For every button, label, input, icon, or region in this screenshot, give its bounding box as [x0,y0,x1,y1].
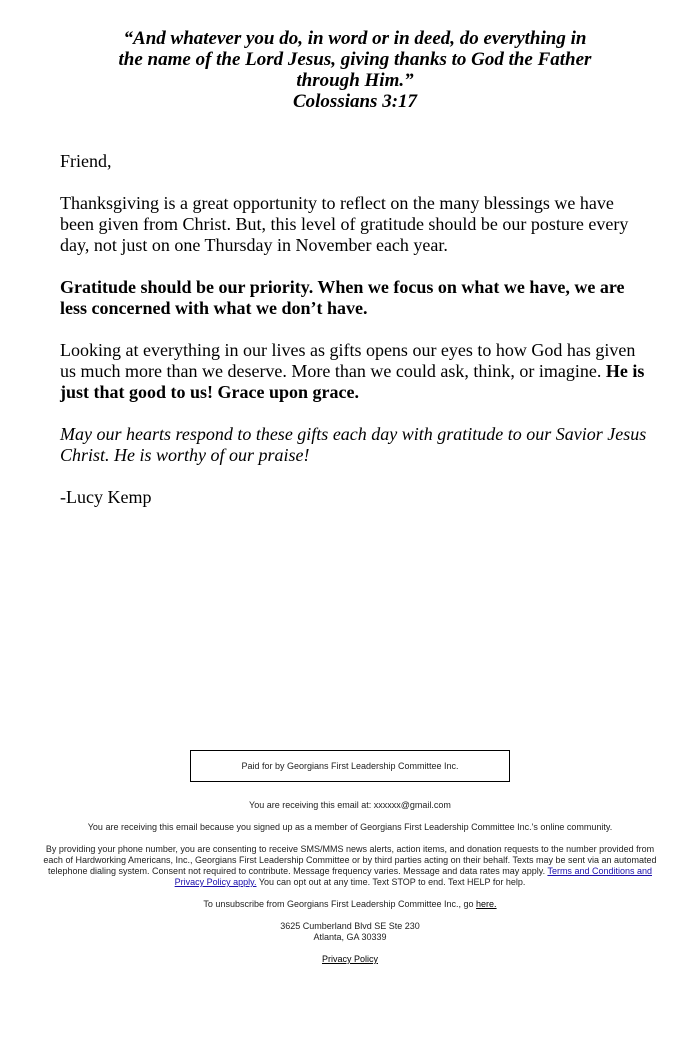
terms-privacy-link[interactable]: Terms and Conditions and Privacy Policy apply. [174,866,652,887]
paid-for-text: Paid for by Georgians First Leadership Committee Inc. [241,760,459,771]
paragraph-2: Gratitude should be our priority. When we focus on what we have, we are less concerned with what we don’t have. [60,277,625,318]
address-line-1: 3625 Cumberland Blvd SE Ste 230 [280,921,420,931]
address-line-2: Atlanta, GA 30339 [313,932,387,942]
verse-line-2: the name of the Lord Jesus, giving thanks to God the Father [118,49,592,70]
paragraph-3-text: Looking at everything in our lives as gifts opens our eyes to how God has given us much more than we deserve. More than we could ask, think, or imagine. [60,340,636,381]
paragraph-3 [60,340,650,403]
privacy-policy [40,954,660,965]
paid-for-box [190,750,510,782]
unsubscribe-notice [40,899,660,910]
unsubscribe-link[interactable]: here. [476,899,497,909]
paragraph-1: Thanksgiving is a great opportunity to reflect on the many blessings we have been given from Christ. But, this level of gratitude should be our posture every day, not just on one Thursday in November each year. [60,193,629,255]
member-notice: You are receiving this email because you signed up as a member of Georgians First Leadership Committee Inc.'s online community. [87,822,613,832]
mailing-address [40,921,660,943]
sms-consent-notice [40,844,660,888]
sms-consent-text: By providing your phone number, you are consenting to receive SMS/MMS news alerts, action items, and donation requests to the number provided from each of Hardworking Americans, Inc., Georgians First Leadership Committee or by third parties acting on their behalf. Texts may be sent via an automated telephone dialing system. Consent not required to contribute. Message frequency varies. Message and data rates may apply. [43,844,657,876]
sms-optout-text: You can opt out at any time. Text STOP to end. Text HELP for help. [256,877,526,887]
verse-line-3: through Him.” [296,70,414,91]
email-footer [40,750,660,976]
greeting: Friend, [60,151,112,171]
scripture-verse [60,28,650,112]
paragraph-3-bold: He is just that good to us! Grace upon grace. [60,361,645,402]
privacy-policy-link[interactable]: Privacy Policy [321,954,378,964]
receiving-email-notice: You are receiving this email at: xxxxxx@gmail.com [249,800,451,810]
paragraph-4: May our hearts respond to these gifts each day with gratitude to our Savior Jesus Christ. He is worthy of our praise! [60,424,647,465]
verse-reference: Colossians 3:17 [292,91,418,112]
letter-body [60,28,650,529]
signature: -Lucy Kemp [60,487,152,507]
verse-line-1: “And whatever you do, in word or in deed, do everything in [123,28,587,49]
unsubscribe-text: To unsubscribe from Georgians First Leadership Committee Inc., go [203,899,477,909]
